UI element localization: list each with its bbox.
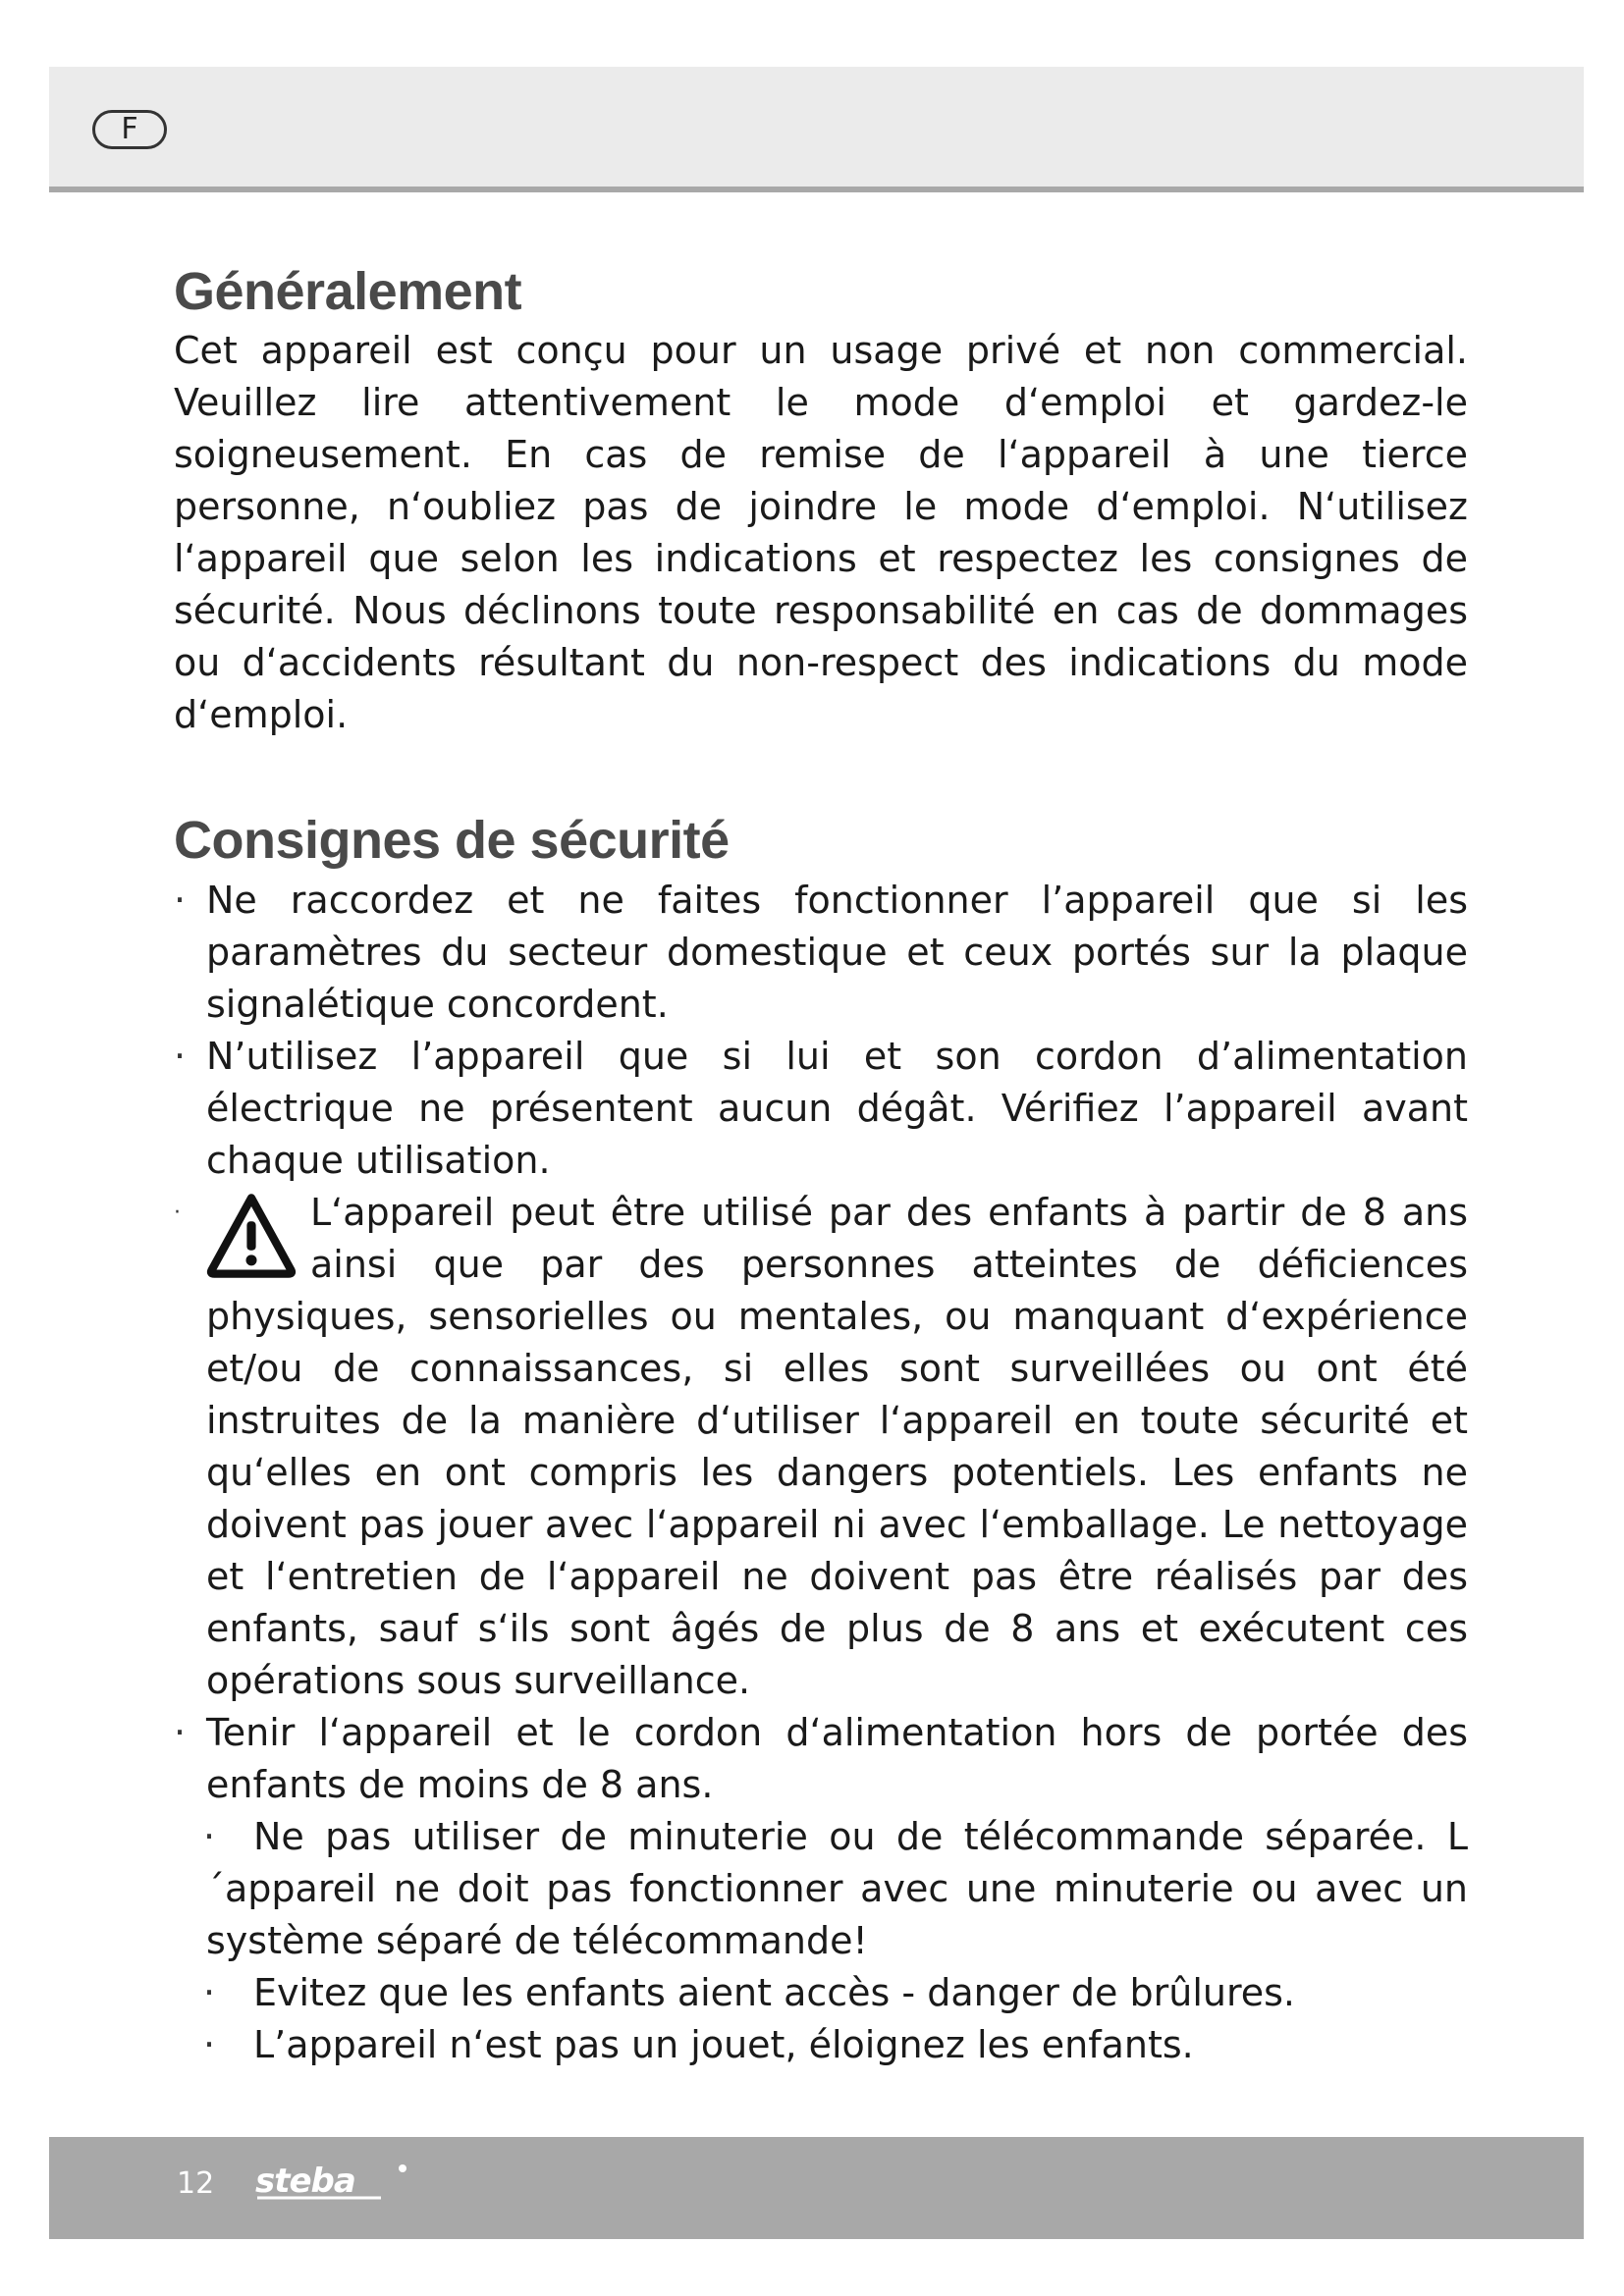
list-item (174, 2019, 1468, 2071)
list-item-text: L’appareil n‘est pas un jouet, éloignez les enfants. (253, 2022, 1194, 2066)
footer-band (49, 2137, 1584, 2239)
section-title-safety: Consignes de sécurité (174, 811, 730, 871)
general-paragraph: Cet appareil est conçu pour un usage privé et non commercial. Veuillez lire attentivement le mode d‘emploi et gardez-le soigneusement. En cas de remise de l‘appareil à une tierce personne, n‘oubliez pas de joindre le mode d‘emploi. N‘utilisez l‘appareil que selon les indications et respectez les consignes de sécurité. Nous déclinons toute responsabilité en cas de dommages ou d‘accidents résultant du non-respect des indications du mode d‘emploi. (174, 329, 1468, 737)
list-item (174, 875, 1468, 1031)
bullet: · (203, 1970, 216, 2014)
header-band (49, 67, 1584, 192)
list-item-text: Evitez que les enfants aient accès - danger de brûlures. (253, 1970, 1296, 2014)
list-item (174, 1707, 1468, 1811)
bullet: · (203, 1814, 216, 1858)
warning-triangle-icon (206, 1189, 297, 1283)
bullet: · (174, 1710, 187, 1754)
bullet: · (174, 878, 187, 922)
safety-list (174, 875, 1468, 2071)
list-item-text: Ne raccordez et ne faites fonctionner l’appareil que si les paramètres du secteur domestique et ceux portés sur la plaque signalétique concordent. (206, 878, 1468, 1026)
list-item-text: N’utilisez l’appareil que si lui et son cordon d’alimentation électrique ne présentent aucun dégât. Vérifiez l’appareil avant chaque utilisation. (206, 1034, 1468, 1182)
list-item (174, 1031, 1468, 1187)
list-item-text: L‘appareil peut être utilisé par des enfants à partir de 8 ans ainsi que par des personnes atteintes de déficiences physiques, sensorielles ou mentales, ou manquant d‘expérience et/ou de connaissances, si elles sont surveillées ou ont été instruites de la manière d‘utiliser l‘appareil en toute sécurité et qu‘elles en ont compris les dangers potentiels. Les enfants ne doivent pas jouer avec l‘appareil ni avec l‘emballage. Le nettoyage et l‘entretien de l‘appareil ne doivent pas être réalisés par des enfants, sauf s‘ils sont âgés de plus de 8 ans et exécutent ces opérations sous surveillance. (206, 1190, 1468, 1702)
bullet: · (174, 1034, 187, 1078)
section-title-general: Généralement (174, 262, 522, 321)
list-item-text: Tenir l‘appareil et le cordon d‘alimentation hors de portée des enfants de moins de 8 ans. (206, 1710, 1468, 1806)
bullet: · (203, 2022, 216, 2066)
svg-text:steba: steba (255, 2162, 355, 2201)
bullet: · (174, 1200, 181, 1225)
content (174, 263, 1468, 2071)
list-item-warning (174, 1187, 1468, 1707)
steba-logo (255, 2159, 422, 2206)
list-item (174, 1811, 1468, 1967)
language-badge: F (92, 110, 167, 149)
list-item-text: Ne pas utiliser de minuterie ou de télécommande séparée. L´appareil ne doit pas fonctionner avec une minuterie ou avec un système séparé de télécommande! (206, 1814, 1468, 1962)
list-item (174, 1967, 1468, 2019)
page-number: 12 (177, 2166, 215, 2201)
